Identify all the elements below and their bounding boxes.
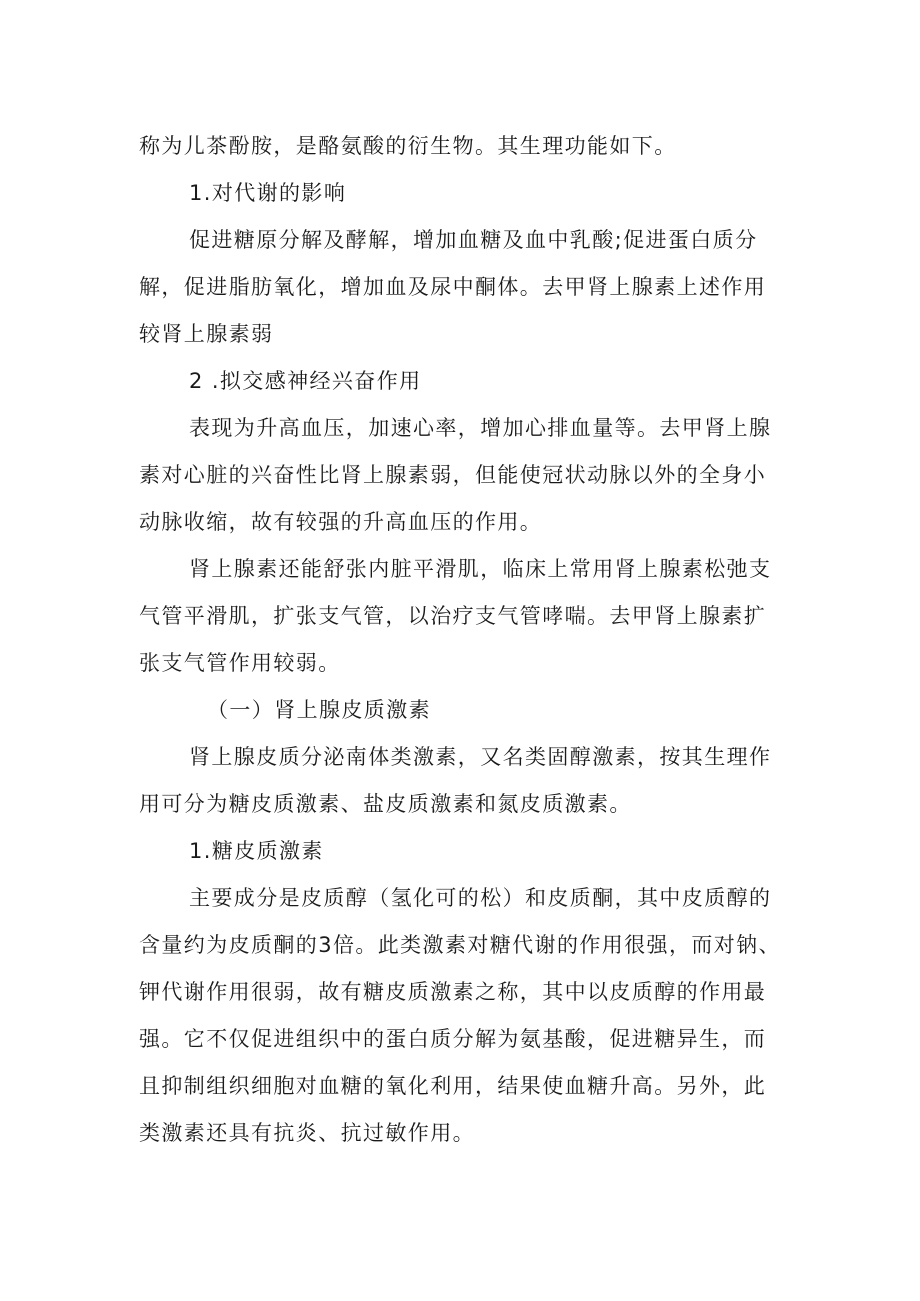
text-line: 类激素还具有抗炎、抗过敏作用。 — [139, 1121, 475, 1145]
text-line: 较肾上腺素弱 — [139, 322, 274, 346]
text-line: 2 .拟交感神经兴奋作用 — [189, 369, 422, 393]
text-line: 促进糖原分解及酵解，增加血糖及血中乳酸;促进蛋白质分 — [189, 228, 758, 252]
text-line: 1.对代谢的影响 — [189, 181, 347, 205]
text-line: 称为儿茶酚胺，是酪氨酸的衍生物。其生理功能如下。 — [139, 134, 677, 158]
text-line: 肾上腺素还能舒张内脏平滑肌，临床上常用肾上腺素松弛支 — [189, 557, 772, 581]
text-line: 气管平滑肌，扩张支气管，以治疗支气管哮喘。去甲肾上腺素扩 — [139, 604, 767, 628]
text-line: 表现为升高血压，加速心率，增加心排血量等。去甲肾上腺 — [189, 416, 772, 440]
text-line: 且抑制组织细胞对血糖的氧化利用，结果使血糖升高。另外，此 — [139, 1074, 767, 1098]
text-line: 强。它不仅促进组织中的蛋白质分解为氨基酸，促进糖异生，而 — [139, 1027, 767, 1051]
text-line: 钾代谢作用很弱，故有糖皮质激素之称，其中以皮质醇的作用最 — [139, 980, 767, 1004]
text-line: 肾上腺皮质分泌南体类激素，又名类固醇激素，按其生理作 — [189, 745, 772, 769]
text-line: （一）肾上腺皮质激素 — [207, 698, 431, 722]
text-line: 解，促进脂肪氧化，增加血及尿中酮体。去甲肾上腺素上述作用 — [139, 275, 767, 299]
text-line: 含量约为皮质酮的3倍。此类激素对糖代谢的作用很强，而对钠、 — [139, 933, 781, 957]
text-line: 主要成分是皮质醇（氢化可的松）和皮质酮，其中皮质醇的 — [189, 886, 772, 910]
text-line: 素对心脏的兴奋性比肾上腺素弱，但能使冠状动脉以外的全身小 — [139, 463, 767, 487]
text-line: 1.糖皮质激素 — [189, 839, 324, 863]
document-body — [139, 123, 784, 1157]
text-line: 用可分为糖皮质激素、盐皮质激素和氮皮质激素。 — [139, 792, 632, 816]
text-line: 张支气管作用较弱。 — [139, 651, 341, 675]
text-line: 动脉收缩，故有较强的升高血压的作用。 — [139, 510, 543, 534]
